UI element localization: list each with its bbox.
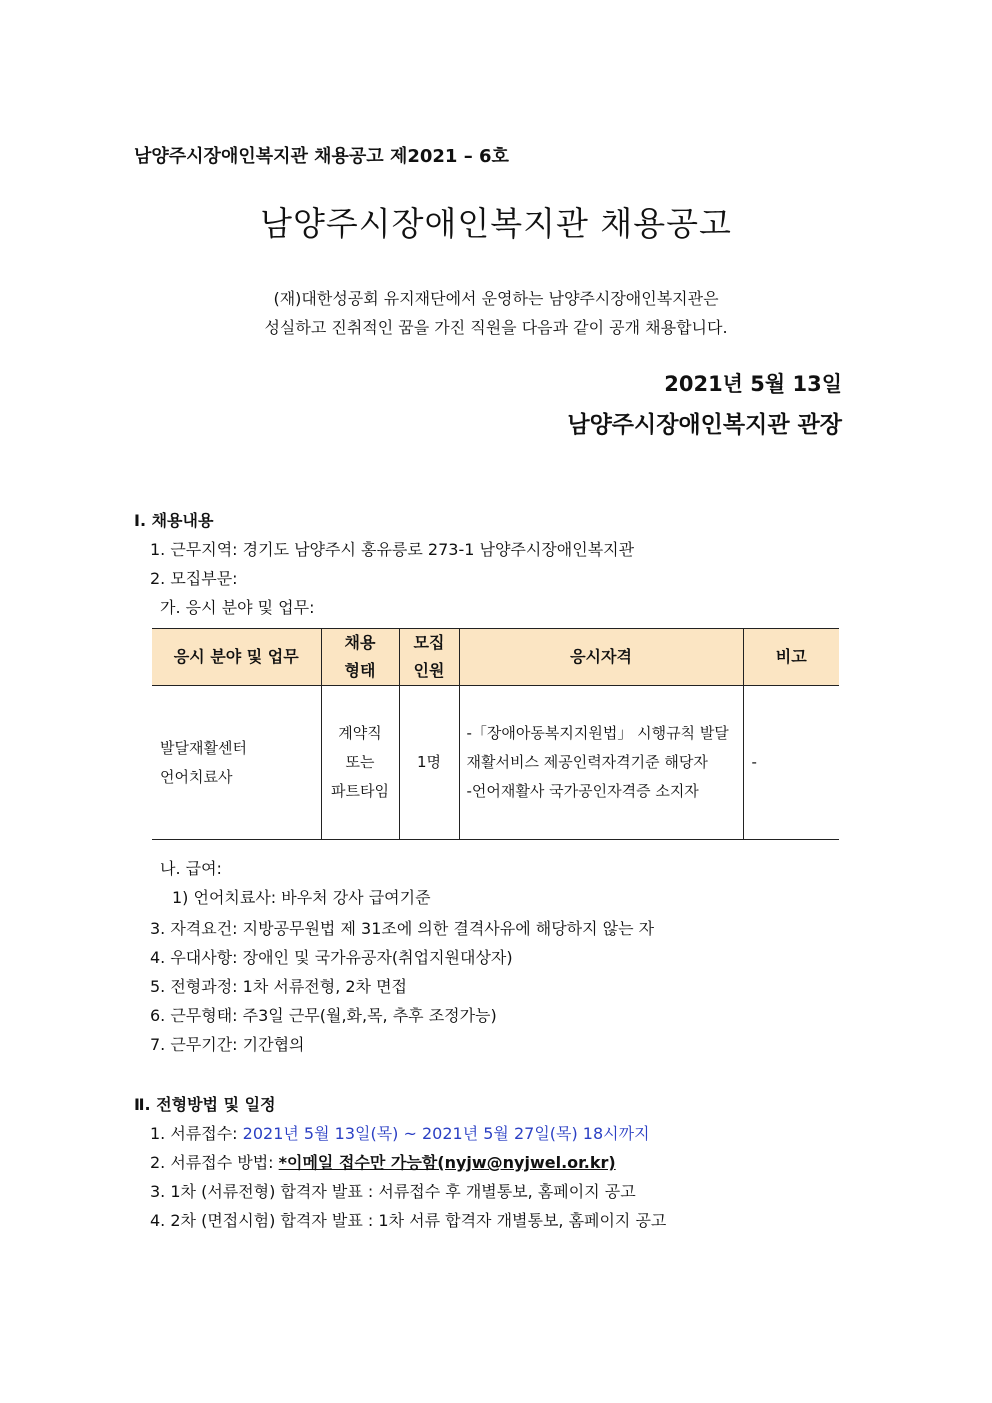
notice-number: 남양주시장애인복지관 채용공고 제2021 – 6호 <box>134 146 509 167</box>
header-type-line-1: 채용 <box>344 633 376 652</box>
header-type <box>321 629 399 686</box>
director-signature: 남양주시장애인복지관 관장 <box>567 412 842 438</box>
cell-qualification <box>459 686 743 840</box>
header-type-line-2: 형태 <box>344 661 376 680</box>
header-note: 비고 <box>743 629 839 686</box>
header-qualification: 응시자격 <box>459 629 743 686</box>
qualification-line-3: -언어재활사 국가공인자격증 소지자 <box>466 782 699 800</box>
application-period-label: 1. 서류접수: <box>150 1124 243 1143</box>
type-line-3: 파트타임 <box>331 782 389 800</box>
salary-label: 나. 급여: <box>160 859 222 878</box>
table-header-row <box>152 629 839 686</box>
page-title: 남양주시장애인복지관 채용공고 <box>260 204 732 243</box>
application-method-label: 2. 서류접수 방법: <box>150 1153 279 1172</box>
qualification-requirements: 3. 자격요건: 지방공무원법 제 31조에 의한 결격사유에 해당하지 않는 자 <box>150 919 655 938</box>
cell-note: - <box>743 686 839 840</box>
application-method-email: *이메일 접수만 가능함(nyjw@nyjwel.or.kr) <box>278 1153 616 1172</box>
salary-speech-therapist: 1) 언어치료사: 바우처 강사 급여기준 <box>172 888 431 907</box>
section-2-heading: Ⅱ. 전형방법 및 일정 <box>134 1095 276 1114</box>
work-period: 7. 근무기간: 기간협의 <box>150 1035 305 1054</box>
qualification-line-2: 재활서비스 제공인력자격기준 해당자 <box>466 753 708 771</box>
first-round-announcement: 3. 1차 (서류전형) 합격자 발표 : 서류접수 후 개별통보, 홈페이지 공고 <box>150 1182 636 1201</box>
header-count <box>399 629 459 686</box>
work-type: 6. 근무형태: 주3일 근무(월,화,목, 추후 조정가능) <box>150 1006 497 1025</box>
header-count-line-2: 인원 <box>413 661 445 680</box>
cell-count: 1명 <box>399 686 459 840</box>
field-line-2: 언어치료사 <box>160 767 233 786</box>
field-line-1: 발달재활센터 <box>160 738 247 757</box>
qualification-line-1: -「장애아동복지지원법」 시행규칙 발달 <box>466 724 729 742</box>
recruitment-division: 2. 모집부문: <box>150 569 238 588</box>
work-location: 1. 근무지역: 경기도 남양주시 홍유릉로 273-1 남양주시장애인복지관 <box>150 540 635 559</box>
preferential-treatment: 4. 우대사항: 장애인 및 국가유공자(취업지원대상자) <box>150 948 513 967</box>
selection-process: 5. 전형과정: 1차 서류전형, 2차 면접 <box>150 977 408 996</box>
type-line-2: 또는 <box>345 753 375 771</box>
intro-line-1: (재)대한성공회 유지재단에서 운영하는 남양주시장애인복지관은 <box>273 289 719 308</box>
cell-type <box>321 686 399 840</box>
type-line-1: 계약직 <box>338 724 382 742</box>
header-count-line-1: 모집 <box>413 633 445 652</box>
cell-field <box>152 686 321 840</box>
recruitment-table <box>152 628 839 840</box>
application-period <box>150 1121 650 1144</box>
field-and-duty-label: 가. 응시 분야 및 업무: <box>160 598 315 617</box>
second-round-announcement: 4. 2차 (면접시험) 합격자 발표 : 1차 서류 합격자 개별통보, 홈페이지 공고 <box>150 1211 667 1230</box>
table-row <box>152 686 839 840</box>
intro-line-2: 성실하고 진취적인 꿈을 가진 직원을 다음과 같이 공개 채용합니다. <box>264 318 728 337</box>
announcement-date: 2021년 5월 13일 <box>664 372 842 396</box>
section-1-heading: Ⅰ. 채용내용 <box>134 511 214 530</box>
application-method <box>150 1150 616 1173</box>
header-field: 응시 분야 및 업무 <box>152 629 321 686</box>
application-period-dates: 2021년 5월 13일(목) ~ 2021년 5월 27일(목) 18시까지 <box>242 1124 650 1143</box>
